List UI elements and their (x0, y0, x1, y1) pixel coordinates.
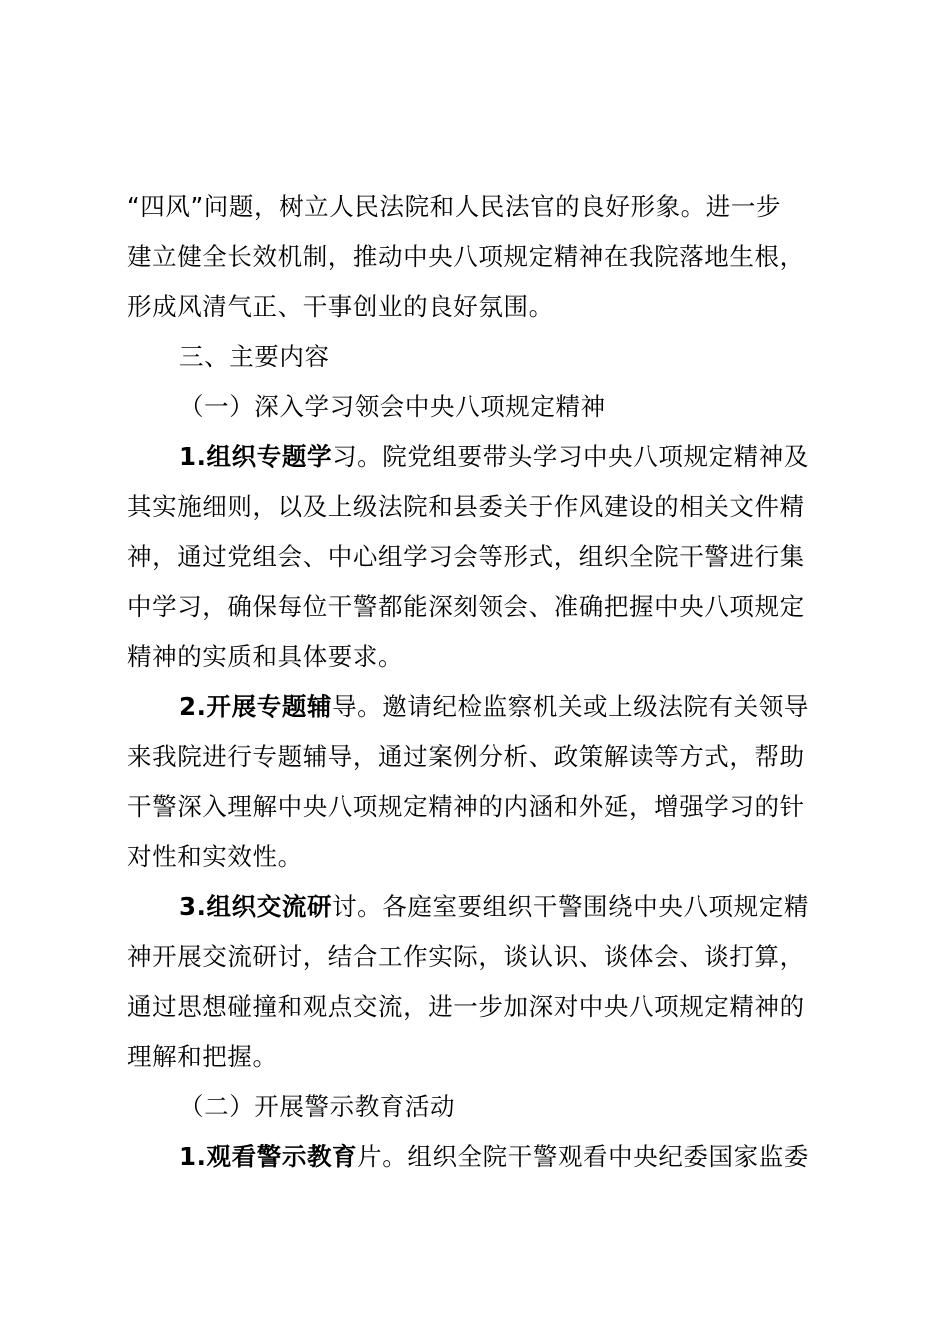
item-title: 3.组织交流研 (179, 892, 333, 921)
document-page (127, 182, 837, 1182)
body-line: 来我院进行专题辅导，通过案例分析、政策解读等方式，帮助 (127, 742, 805, 771)
item-first-line (127, 882, 837, 932)
body-line: 精神的实质和具体要求。 (127, 642, 404, 671)
item-text: 片。组织全院干警观看中央纪委国家监委 (357, 1142, 809, 1171)
body-line: 理解和把握。 (127, 1042, 278, 1071)
body-line: 建立健全长效机制，推动中央八项规定精神在我院落地生根， (127, 242, 805, 271)
item-first-line (127, 682, 837, 732)
body-line: 神，通过党组会、中心组学习会等形式，组织全院干警进行集 (127, 542, 805, 571)
subsection-heading: （一）深入学习领会中央八项规定精神 (179, 392, 606, 421)
body-line: 对性和实效性。 (127, 842, 303, 871)
body-line: 形成风清气正、干事创业的良好氛围。 (127, 292, 554, 321)
item-title: 1.观看警示教育 (179, 1142, 358, 1171)
body-line: 其实施细则，以及上级法院和县委关于作风建设的相关文件精 (127, 492, 805, 521)
section-heading: 三、主要内容 (179, 342, 330, 371)
body-line: 干警深入理解中央八项规定精神的内涵和外延，增强学习的针 (127, 792, 805, 821)
item-text: 讨。各庭室要组织干警围绕中央八项规定精 (332, 892, 809, 921)
body-line: 神开展交流研讨，结合工作实际，谈认识、谈体会、谈打算， (127, 942, 805, 971)
body-line: 通过思想碰撞和观点交流，进一步加深对中央八项规定精神的 (127, 992, 805, 1021)
item-text: 导。邀请纪检监察机关或上级法院有关领导 (332, 692, 809, 721)
item-first-line (127, 432, 837, 482)
item-text: 习。院党组要带头学习中央八项规定精神及 (332, 442, 809, 471)
subsection-heading: （二）开展警示教育活动 (179, 1092, 456, 1121)
item-title: 1.组织专题学 (179, 442, 333, 471)
item-first-line (127, 1132, 837, 1182)
item-title: 2.开展专题辅 (179, 692, 333, 721)
body-line: 中学习，确保每位干警都能深刻领会、准确把握中央八项规定 (127, 592, 805, 621)
body-line: “四风”问题，树立人民法院和人民法官的良好形象。进一步 (127, 192, 782, 221)
